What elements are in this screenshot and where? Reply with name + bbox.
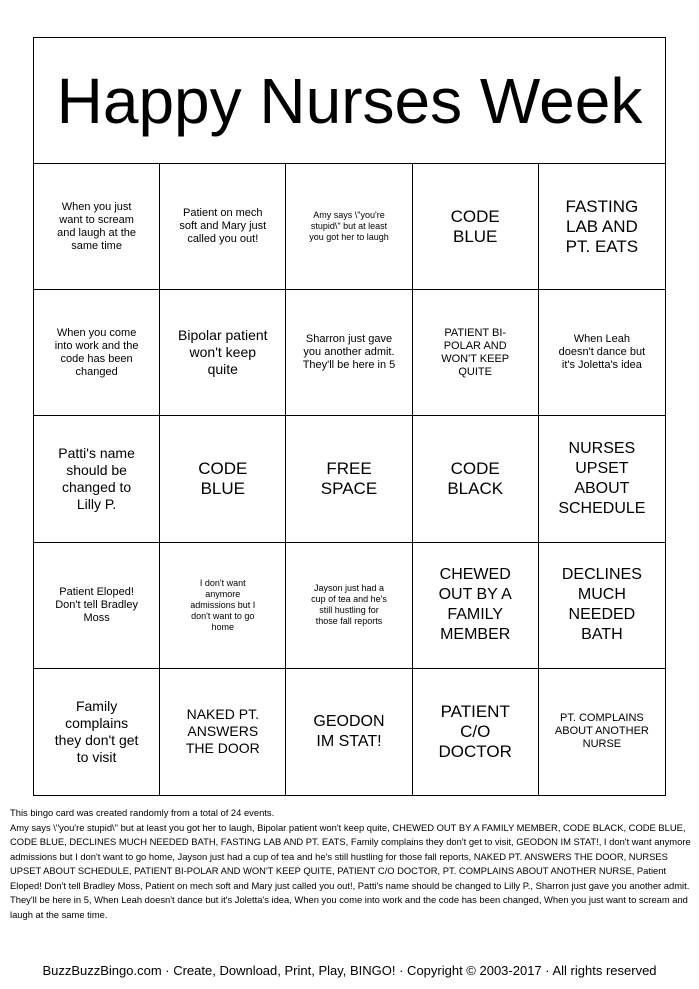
cell-text: Amy says \"you're stupid\" but at least you got her to laugh [309,210,389,243]
cell-text: When Leah doesn't dance but it's Joletta's idea [558,333,646,372]
bingo-cell [539,290,665,416]
bingo-grid [34,164,665,795]
bingo-cell [286,669,412,795]
bingo-cell [539,543,665,669]
cell-text: NURSES UPSET ABOUT SCHEDULE [558,439,646,517]
bingo-cell [413,416,539,542]
cell-text: NAKED PT. ANSWERS THE DOOR [185,706,260,757]
footer-copyright: BuzzBuzzBingo.com · Create, Download, Print, Play, BINGO! · Copyright © 2003-2017 · All rights reserved [42,963,657,978]
cell-text: DECLINES MUCH NEEDED BATH [561,566,642,644]
cell-text: GEODON IM STAT! [313,712,385,750]
cell-text: Jayson just had a cup of tea and he's still hustling for those fall reports [311,583,387,627]
bingo-cell [160,416,286,542]
cell-text: Patient on mech soft and Mary just called you out! [179,207,267,246]
bingo-card [33,37,666,796]
bingo-cell [539,416,665,542]
cell-text: PT. COMPLAINS ABOUT ANOTHER NURSE [554,712,649,751]
cell-text: Patti's name should be changed to Lilly P. [58,444,135,512]
bingo-cell [413,290,539,416]
bingo-cell [34,669,160,795]
card-info [10,806,692,922]
cell-text: FASTING LAB AND PT. EATS [565,196,639,256]
bingo-cell [286,290,412,416]
cell-text: PATIENT BI-POLAR AND WON'T KEEP QUITE [441,326,510,378]
card-title: Happy Nurses Week [34,38,665,164]
cell-text: CHEWED OUT BY A FAMILY MEMBER [438,566,512,644]
cell-text: I don't want anymore admissions but I don't want to go home [190,577,256,632]
bingo-cell [286,543,412,669]
cell-text: When you come into work and the code has been changed [54,326,139,378]
bingo-cell [539,669,665,795]
bingo-cell [413,543,539,669]
bingo-cell [34,416,160,542]
cell-text: CODE BLUE [198,458,248,498]
bingo-cell [413,164,539,290]
info-events-list: Amy says \"you're stupid\" but at least you got her to laugh, Bipolar patient won't keep quite, CHEWED OUT BY A FAMILY MEMBER, CODE BLACK, CODE BLUE, CODE BLUE, DECLINES MUCH NEEDED BATH, FASTING LAB AND PT. EATS, Family complains they don't get to visit, GEODON IM STAT!, I don't want anymore admissions but I don't want to go home, Jayson just had a cup of tea and he's still hustling for those fall reports, NAKED PT. ANSWERS THE DOOR, NURSES UPSET ABOUT SCHEDULE, PATIENT BI-POLAR AND WON'T KEEP QUITE, PATIENT C/O DOCTOR, PT. COMPLAINS ABOUT ANOTHER NURSE, Patient Eloped! Don't tell Bradley Moss, Patient on mech soft and Mary just called you out!, Patti's name should be changed to Lilly P., Sharron just gave you another admit. They'll be here in 5, When Leah doesn't dance but it's Joletta's idea, When you come into work and the code has been changed, When you just want to scream and laugh at the same time. [10,821,691,920]
cell-text: Bipolar patient won't keep quite [178,327,268,378]
cell-text: CODE BLACK [447,458,504,498]
free-space-cell [286,416,412,542]
bingo-cell [160,543,286,669]
bingo-cell [34,290,160,416]
bingo-cell [160,164,286,290]
bingo-cell [539,164,665,290]
info-summary: This bingo card was created randomly from a total of 24 events. [10,807,275,818]
bingo-cell [160,290,286,416]
cell-text: CODE BLUE [450,206,500,246]
cell-text: Family complains they don't get to visit [54,697,139,765]
bingo-cell [34,164,160,290]
bingo-cell [286,164,412,290]
bingo-cell [160,669,286,795]
bingo-cell [413,669,539,795]
bingo-cell [34,543,160,669]
cell-text: Patient Eloped! Don't tell Bradley Moss [55,585,138,624]
cell-text: FREE SPACE [320,458,378,498]
cell-text: PATIENT C/O DOCTOR [438,701,512,761]
cell-text: When you just want to scream and laugh at the same time [57,200,137,252]
cell-text: Sharron just gave you another admit. They'll be here in 5 [302,333,396,372]
